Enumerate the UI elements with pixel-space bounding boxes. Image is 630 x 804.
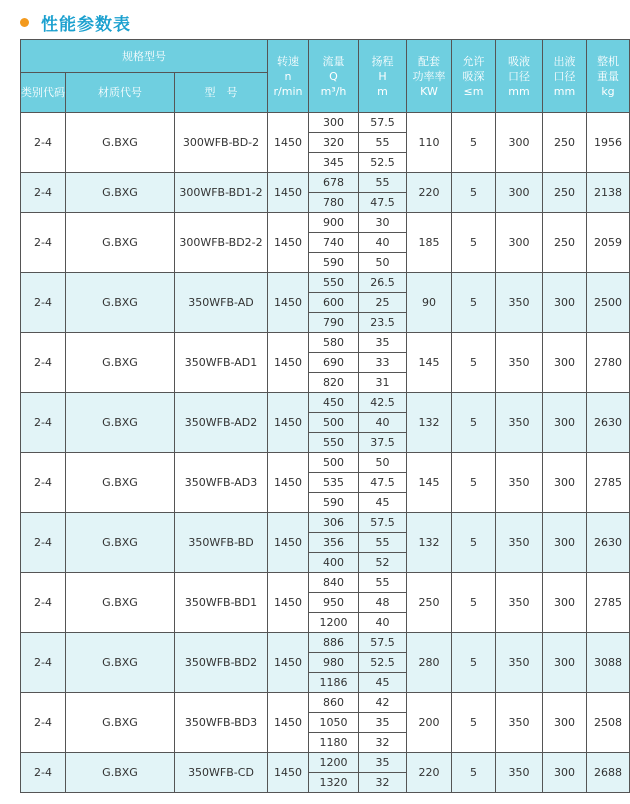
- head-cell: 40: [359, 413, 407, 433]
- speed-cell: 1450: [268, 213, 309, 273]
- head-cell: 55: [359, 133, 407, 153]
- power-cell: 185: [407, 213, 452, 273]
- weight-cell: 2688: [587, 753, 630, 793]
- material-cell: G.BXG: [66, 213, 175, 273]
- head-cell: 45: [359, 493, 407, 513]
- head-header: 扬程 H m: [359, 40, 407, 113]
- speed-cell: 1450: [268, 753, 309, 793]
- weight-cell: 2059: [587, 213, 630, 273]
- category-cell: 2-4: [21, 753, 66, 793]
- table-row: [21, 213, 630, 233]
- flow-cell: 590: [309, 493, 359, 513]
- category-cell: 2-4: [21, 113, 66, 173]
- outlet-diameter-cell: 250: [543, 113, 587, 173]
- head-cell: 55: [359, 573, 407, 593]
- suction-depth-cell: 5: [452, 333, 496, 393]
- table-row: [21, 513, 630, 533]
- weight-header: 整机 重量 kg: [587, 40, 630, 113]
- head-cell: 52.5: [359, 653, 407, 673]
- category-cell: 2-4: [21, 333, 66, 393]
- material-cell: G.BXG: [66, 453, 175, 513]
- flow-cell: 400: [309, 553, 359, 573]
- speed-cell: 1450: [268, 273, 309, 333]
- inlet-diameter-cell: 300: [496, 213, 543, 273]
- inlet-diameter-cell: 300: [496, 173, 543, 213]
- model-cell: 300WFB-BD-2: [175, 113, 268, 173]
- power-cell: 220: [407, 173, 452, 213]
- page-title: 性能参数表: [41, 14, 131, 35]
- inlet-diameter-cell: 350: [496, 453, 543, 513]
- flow-cell: 860: [309, 693, 359, 713]
- head-cell: 47.5: [359, 473, 407, 493]
- table-row: [21, 633, 630, 653]
- outlet-diameter-cell: 300: [543, 333, 587, 393]
- inlet-diameter-cell: 350: [496, 573, 543, 633]
- inlet-diameter-cell: 350: [496, 513, 543, 573]
- weight-cell: 2780: [587, 333, 630, 393]
- head-cell: 42: [359, 693, 407, 713]
- material-cell: G.BXG: [66, 113, 175, 173]
- suction-depth-cell: 5: [452, 273, 496, 333]
- head-cell: 48: [359, 593, 407, 613]
- material-cell: G.BXG: [66, 333, 175, 393]
- flow-cell: 1186: [309, 673, 359, 693]
- flow-cell: 840: [309, 573, 359, 593]
- weight-cell: 2500: [587, 273, 630, 333]
- speed-cell: 1450: [268, 693, 309, 753]
- head-cell: 50: [359, 453, 407, 473]
- power-cell: 132: [407, 513, 452, 573]
- inlet-diameter-cell: 350: [496, 333, 543, 393]
- suction-depth-cell: 5: [452, 513, 496, 573]
- flow-cell: 740: [309, 233, 359, 253]
- material-code-header: 材质代号: [66, 73, 175, 113]
- head-cell: 25: [359, 293, 407, 313]
- outlet-diameter-cell: 300: [543, 393, 587, 453]
- head-cell: 32: [359, 733, 407, 753]
- table-row: [21, 693, 630, 713]
- flow-cell: 980: [309, 653, 359, 673]
- material-cell: G.BXG: [66, 753, 175, 793]
- speed-cell: 1450: [268, 333, 309, 393]
- head-cell: 30: [359, 213, 407, 233]
- table-row: [21, 333, 630, 353]
- speed-header: 转速 n r/min: [268, 40, 309, 113]
- table-row: [21, 113, 630, 133]
- inlet-diameter-header: 吸液 口径 mm: [496, 40, 543, 113]
- spec-group-header: 规格型号: [21, 40, 268, 73]
- outlet-diameter-cell: 300: [543, 273, 587, 333]
- speed-cell: 1450: [268, 393, 309, 453]
- power-cell: 132: [407, 393, 452, 453]
- speed-cell: 1450: [268, 453, 309, 513]
- suction-depth-cell: 5: [452, 113, 496, 173]
- flow-cell: 900: [309, 213, 359, 233]
- flow-cell: 550: [309, 273, 359, 293]
- flow-cell: 1050: [309, 713, 359, 733]
- category-cell: 2-4: [21, 693, 66, 753]
- flow-cell: 590: [309, 253, 359, 273]
- category-cell: 2-4: [21, 173, 66, 213]
- power-cell: 250: [407, 573, 452, 633]
- head-cell: 55: [359, 173, 407, 193]
- outlet-diameter-cell: 250: [543, 173, 587, 213]
- head-cell: 26.5: [359, 273, 407, 293]
- flow-cell: 535: [309, 473, 359, 493]
- model-header: 型 号: [175, 73, 268, 113]
- flow-cell: 780: [309, 193, 359, 213]
- flow-cell: 690: [309, 353, 359, 373]
- head-cell: 47.5: [359, 193, 407, 213]
- weight-cell: 2630: [587, 393, 630, 453]
- category-code-header: 类别代码: [21, 73, 66, 113]
- flow-cell: 450: [309, 393, 359, 413]
- speed-cell: 1450: [268, 113, 309, 173]
- flow-cell: 678: [309, 173, 359, 193]
- head-cell: 57.5: [359, 633, 407, 653]
- category-cell: 2-4: [21, 273, 66, 333]
- outlet-diameter-cell: 300: [543, 513, 587, 573]
- head-cell: 57.5: [359, 113, 407, 133]
- speed-cell: 1450: [268, 513, 309, 573]
- head-cell: 52.5: [359, 153, 407, 173]
- suction-depth-cell: 5: [452, 753, 496, 793]
- head-cell: 35: [359, 753, 407, 773]
- performance-table: [20, 39, 630, 793]
- flow-cell: 1200: [309, 753, 359, 773]
- table-body: [21, 113, 630, 793]
- suction-depth-cell: 5: [452, 173, 496, 213]
- section-header: [20, 10, 131, 34]
- outlet-diameter-header: 出液 口径 mm: [543, 40, 587, 113]
- head-cell: 31: [359, 373, 407, 393]
- suction-depth-cell: 5: [452, 453, 496, 513]
- table-row: [21, 273, 630, 293]
- outlet-diameter-cell: 250: [543, 213, 587, 273]
- suction-depth-header: 允许 吸深 ≤m: [452, 40, 496, 113]
- model-cell: 350WFB-BD2: [175, 633, 268, 693]
- head-cell: 50: [359, 253, 407, 273]
- power-header: 配套 功率率 KW: [407, 40, 452, 113]
- flow-cell: 500: [309, 453, 359, 473]
- material-cell: G.BXG: [66, 693, 175, 753]
- head-cell: 32: [359, 773, 407, 793]
- inlet-diameter-cell: 350: [496, 693, 543, 753]
- model-cell: 300WFB-BD1-2: [175, 173, 268, 213]
- material-cell: G.BXG: [66, 273, 175, 333]
- head-cell: 40: [359, 233, 407, 253]
- speed-cell: 1450: [268, 633, 309, 693]
- inlet-diameter-cell: 350: [496, 393, 543, 453]
- model-cell: 350WFB-AD: [175, 273, 268, 333]
- inlet-diameter-cell: 350: [496, 633, 543, 693]
- weight-cell: 2785: [587, 573, 630, 633]
- model-cell: 350WFB-CD: [175, 753, 268, 793]
- weight-cell: 2785: [587, 453, 630, 513]
- outlet-diameter-cell: 300: [543, 693, 587, 753]
- weight-cell: 2630: [587, 513, 630, 573]
- power-cell: 90: [407, 273, 452, 333]
- power-cell: 145: [407, 453, 452, 513]
- power-cell: 110: [407, 113, 452, 173]
- suction-depth-cell: 5: [452, 393, 496, 453]
- speed-cell: 1450: [268, 573, 309, 633]
- head-cell: 37.5: [359, 433, 407, 453]
- model-cell: 350WFB-BD1: [175, 573, 268, 633]
- power-cell: 280: [407, 633, 452, 693]
- model-cell: 350WFB-BD3: [175, 693, 268, 753]
- category-cell: 2-4: [21, 453, 66, 513]
- material-cell: G.BXG: [66, 393, 175, 453]
- flow-cell: 320: [309, 133, 359, 153]
- speed-cell: 1450: [268, 173, 309, 213]
- inlet-diameter-cell: 300: [496, 113, 543, 173]
- flow-cell: 1180: [309, 733, 359, 753]
- bullet-dot-icon: [20, 18, 29, 27]
- head-cell: 33: [359, 353, 407, 373]
- weight-cell: 2508: [587, 693, 630, 753]
- table-row: [21, 573, 630, 593]
- model-cell: 350WFB-AD3: [175, 453, 268, 513]
- material-cell: G.BXG: [66, 173, 175, 213]
- head-cell: 35: [359, 713, 407, 733]
- model-cell: 350WFB-BD: [175, 513, 268, 573]
- flow-cell: 600: [309, 293, 359, 313]
- head-cell: 55: [359, 533, 407, 553]
- table-row: [21, 753, 630, 773]
- flow-cell: 950: [309, 593, 359, 613]
- head-cell: 42.5: [359, 393, 407, 413]
- flow-cell: 550: [309, 433, 359, 453]
- model-cell: 350WFB-AD1: [175, 333, 268, 393]
- head-cell: 45: [359, 673, 407, 693]
- head-cell: 23.5: [359, 313, 407, 333]
- flow-header: 流量 Q m³/h: [309, 40, 359, 113]
- power-cell: 220: [407, 753, 452, 793]
- power-cell: 200: [407, 693, 452, 753]
- material-cell: G.BXG: [66, 573, 175, 633]
- inlet-diameter-cell: 350: [496, 273, 543, 333]
- inlet-diameter-cell: 350: [496, 753, 543, 793]
- flow-cell: 1200: [309, 613, 359, 633]
- suction-depth-cell: 5: [452, 573, 496, 633]
- table-row: [21, 453, 630, 473]
- category-cell: 2-4: [21, 513, 66, 573]
- model-cell: 350WFB-AD2: [175, 393, 268, 453]
- material-cell: G.BXG: [66, 513, 175, 573]
- head-cell: 40: [359, 613, 407, 633]
- category-cell: 2-4: [21, 213, 66, 273]
- head-cell: 35: [359, 333, 407, 353]
- flow-cell: 356: [309, 533, 359, 553]
- flow-cell: 300: [309, 113, 359, 133]
- power-cell: 145: [407, 333, 452, 393]
- flow-cell: 500: [309, 413, 359, 433]
- flow-cell: 820: [309, 373, 359, 393]
- flow-cell: 790: [309, 313, 359, 333]
- head-cell: 52: [359, 553, 407, 573]
- outlet-diameter-cell: 300: [543, 573, 587, 633]
- table-row: [21, 173, 630, 193]
- flow-cell: 886: [309, 633, 359, 653]
- outlet-diameter-cell: 300: [543, 753, 587, 793]
- weight-cell: 2138: [587, 173, 630, 213]
- suction-depth-cell: 5: [452, 213, 496, 273]
- flow-cell: 580: [309, 333, 359, 353]
- weight-cell: 1956: [587, 113, 630, 173]
- outlet-diameter-cell: 300: [543, 453, 587, 513]
- category-cell: 2-4: [21, 573, 66, 633]
- flow-cell: 345: [309, 153, 359, 173]
- suction-depth-cell: 5: [452, 633, 496, 693]
- weight-cell: 3088: [587, 633, 630, 693]
- flow-cell: 306: [309, 513, 359, 533]
- flow-cell: 1320: [309, 773, 359, 793]
- category-cell: 2-4: [21, 393, 66, 453]
- outlet-diameter-cell: 300: [543, 633, 587, 693]
- table-row: [21, 393, 630, 413]
- head-cell: 57.5: [359, 513, 407, 533]
- model-cell: 300WFB-BD2-2: [175, 213, 268, 273]
- suction-depth-cell: 5: [452, 693, 496, 753]
- material-cell: G.BXG: [66, 633, 175, 693]
- category-cell: 2-4: [21, 633, 66, 693]
